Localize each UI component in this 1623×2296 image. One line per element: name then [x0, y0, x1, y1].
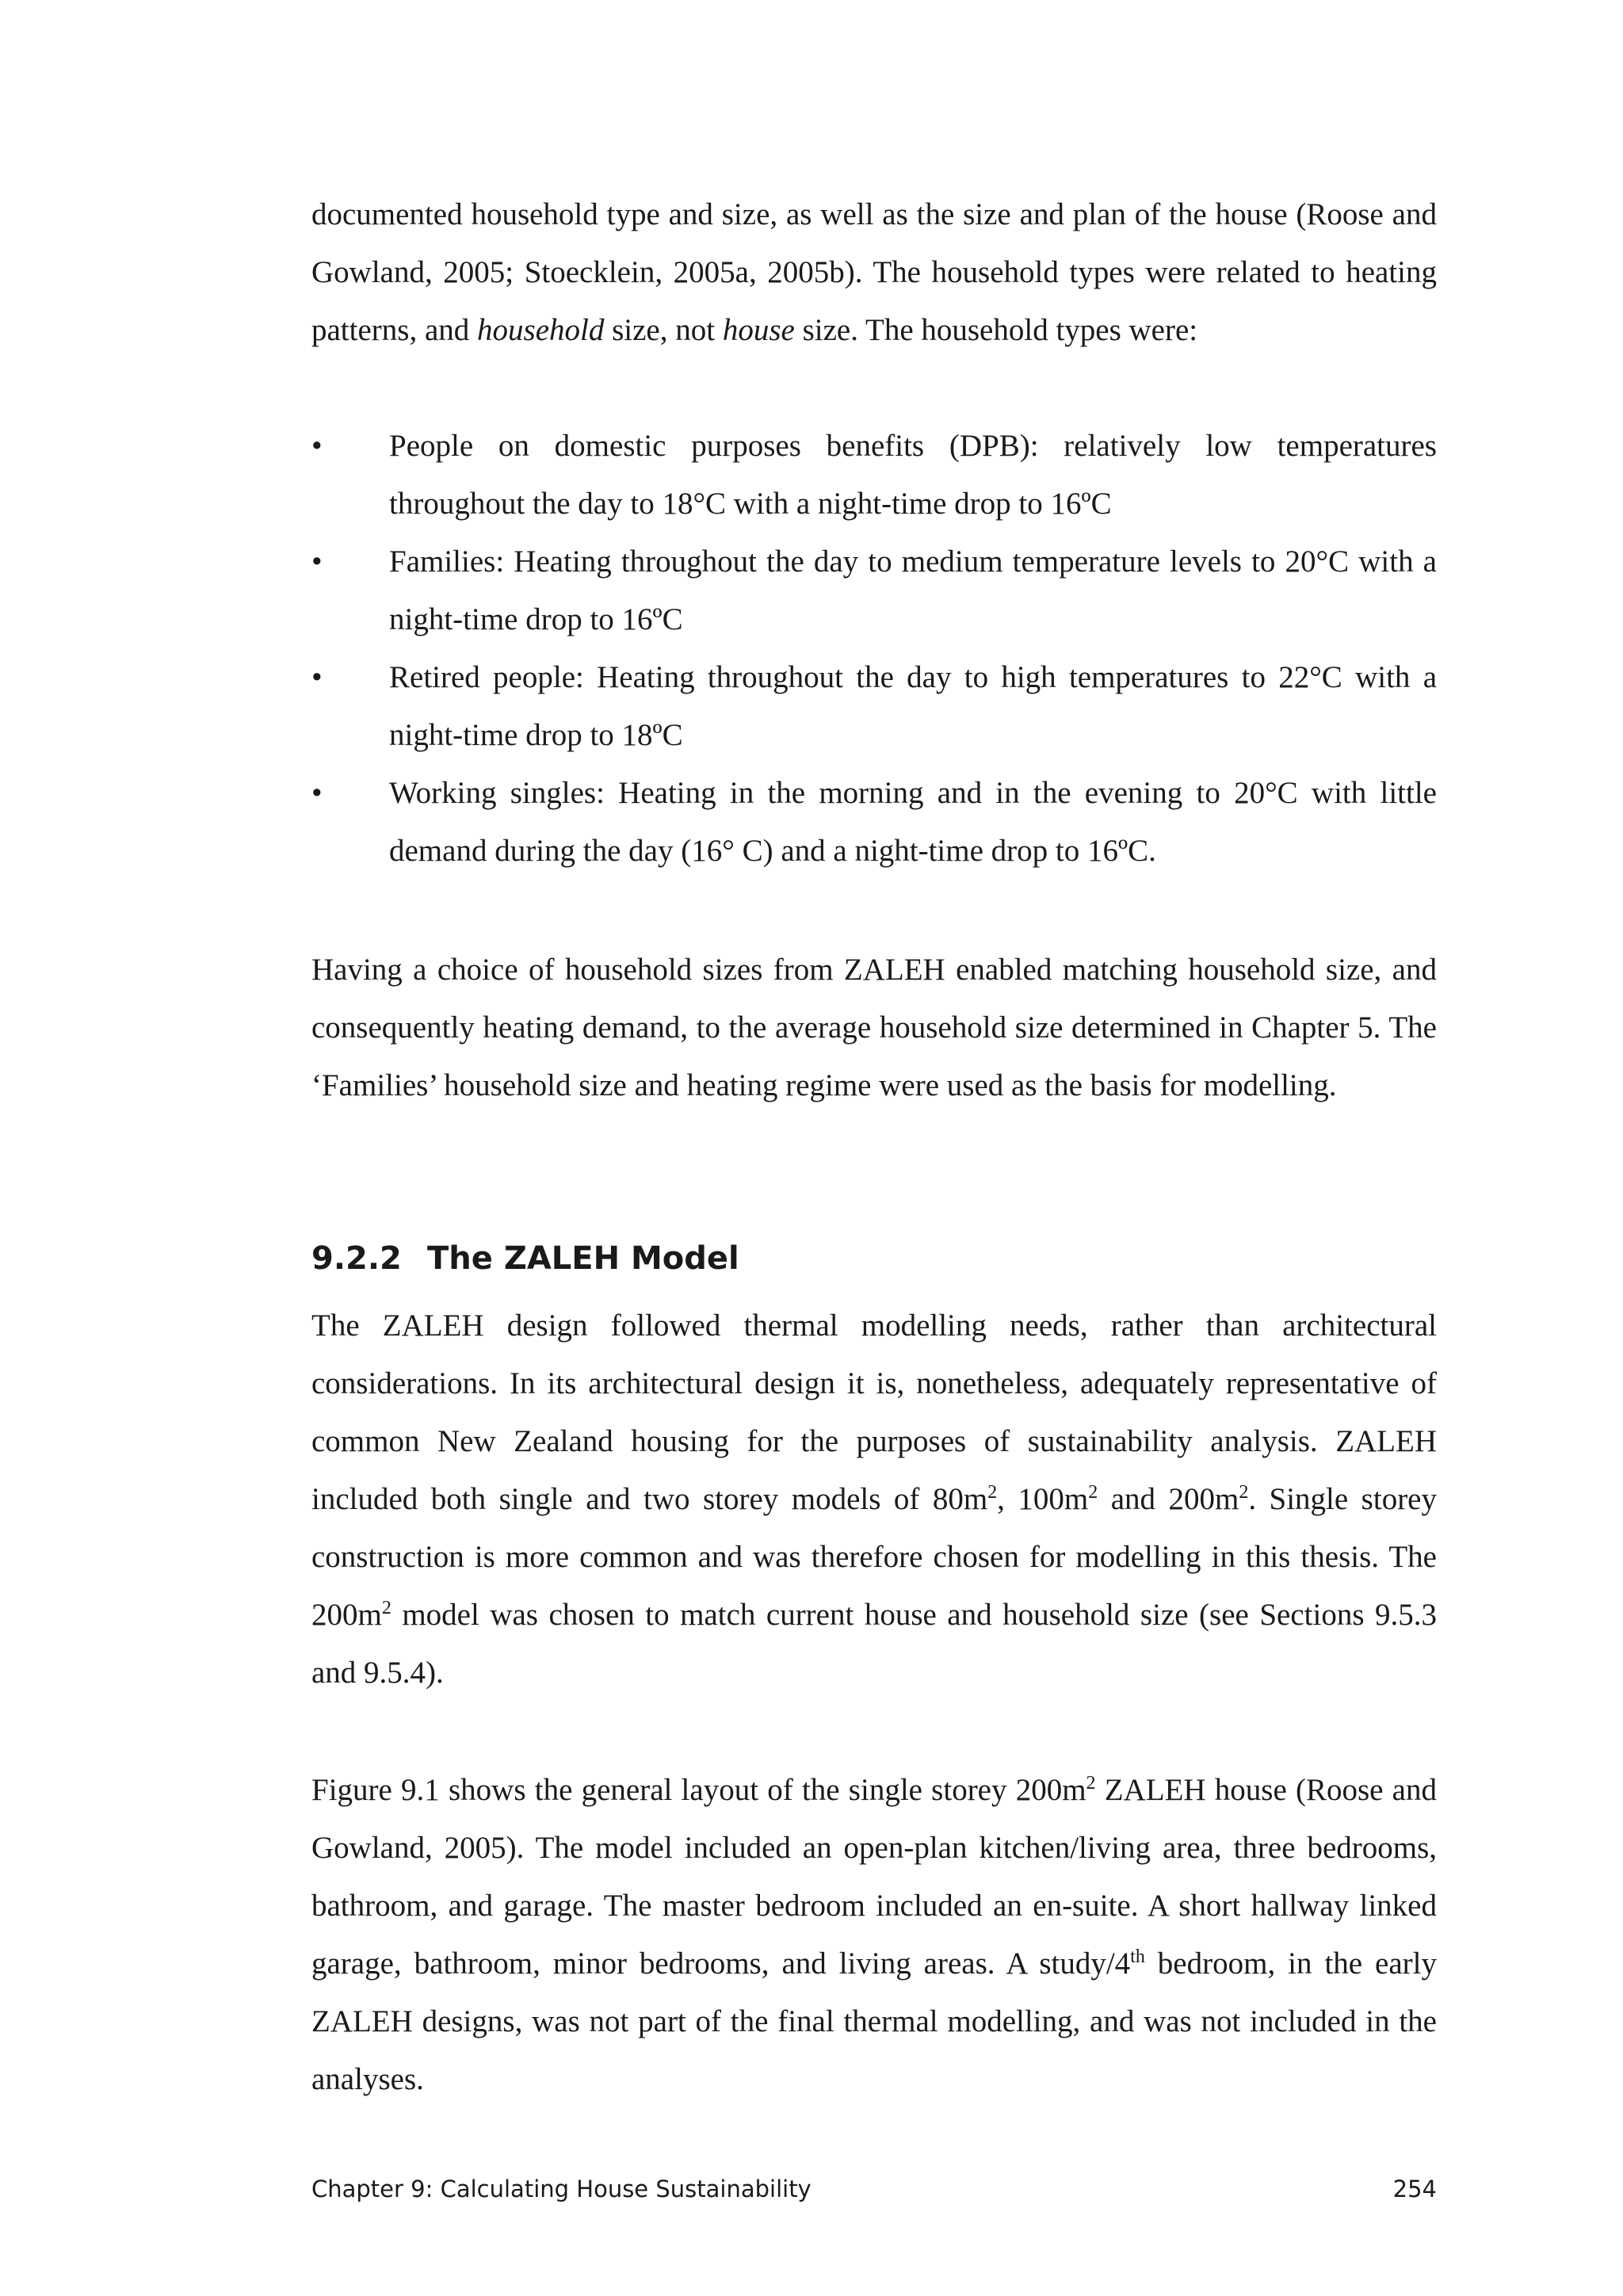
intro-text-3: size. The household types were:	[794, 313, 1198, 347]
superscript: 2	[987, 1482, 998, 1503]
list-item-text: Families: Heating throughout the day to medium temperature levels to 20°C with a night-time drop to 16ºC	[389, 544, 1437, 636]
list-item	[311, 533, 1437, 648]
page-footer	[311, 2172, 1437, 2206]
figure-layout-paragraph	[311, 1761, 1437, 2108]
paragraph-text: Having a choice of household sizes from ZALEH enabled matching household size, and consequently heating demand, to the average household size determined in Chapter 5. The ‘Families’ household size and heating regime were used as the basis for modelling.	[311, 953, 1437, 1102]
paragraph-text: model was chosen to match current house and household size (see Sections 9.5.3 and 9.5.4).	[311, 1598, 1437, 1690]
section-heading	[311, 1235, 1437, 1282]
bullet-marker: •	[311, 429, 323, 463]
superscript: 2	[1088, 1482, 1098, 1503]
household-types-list	[311, 417, 1437, 880]
bullet-marker: •	[311, 544, 323, 579]
section-title: The ZALEH Model	[427, 1240, 739, 1277]
intro-emphasis-house: house	[722, 313, 795, 347]
list-item-text: Retired people: Heating throughout the day to high temperatures to 22°C with a night-time drop to 18ºC	[389, 660, 1437, 752]
household-size-paragraph	[311, 941, 1437, 1114]
footer-page-number: 254	[1392, 2176, 1437, 2202]
superscript: 2	[1239, 1482, 1249, 1503]
superscript: 2	[381, 1598, 391, 1618]
bullet-marker: •	[311, 776, 323, 810]
intro-emphasis-household: household	[477, 313, 605, 347]
paragraph-text: bedroom, in the early ZALEH designs, was not part of the final thermal modelling, and was not included in the analyses.	[311, 1946, 1437, 2096]
superscript: 2	[1086, 1773, 1096, 1794]
paragraph-text: . Single storey construction is more common and was therefore chosen for modelling in this thesis. The 200m	[311, 1482, 1437, 1632]
paragraph-text: The ZALEH design followed thermal modelling needs, rather than architectural considerations. In its architectural design it is, nonetheless, adequately representative of common New Zealand housing for the purposes of sustainability analysis. ZALEH included both single and two storey models of 80m	[311, 1308, 1437, 1516]
superscript: th	[1130, 1946, 1145, 1967]
intro-text-2: size, not	[604, 313, 723, 347]
list-item	[311, 764, 1437, 880]
footer-chapter-title: Chapter 9: Calculating House Sustainability	[311, 2176, 812, 2202]
list-item-text: People on domestic purposes benefits (DPB): relatively low temperatures throughout the day to 18°C with a night-time drop to 16ºC	[389, 429, 1437, 521]
zaleh-design-paragraph	[311, 1297, 1437, 1702]
bullet-marker: •	[311, 660, 323, 694]
list-item	[311, 648, 1437, 764]
list-item	[311, 417, 1437, 533]
paragraph-text: , 100m	[997, 1482, 1089, 1516]
intro-paragraph	[311, 185, 1437, 359]
paragraph-text: ZALEH house (Roose and Gowland, 2005). The model included an open-plan kitchen/living area, three bedrooms, bathroom, and garage. The master bedroom included an en-suite. A short hallway linked garage, bathroom, minor bedrooms, and living areas. A study/4	[311, 1773, 1437, 1981]
paragraph-text: and 200m	[1098, 1482, 1239, 1516]
paragraph-text: Figure 9.1 shows the general layout of the single storey 200m	[311, 1773, 1086, 1807]
intro-text-1: documented household type and size, as well as the size and plan of the house (Roose and Gowland, 2005; Stoecklein, 2005a, 2005b). The household types were related to heating patterns, and	[311, 197, 1437, 347]
section-number: 9.2.2	[311, 1240, 402, 1277]
list-item-text: Working singles: Heating in the morning and in the evening to 20°C with little demand during the day (16° C) and a night-time drop to 16ºC.	[389, 776, 1437, 868]
